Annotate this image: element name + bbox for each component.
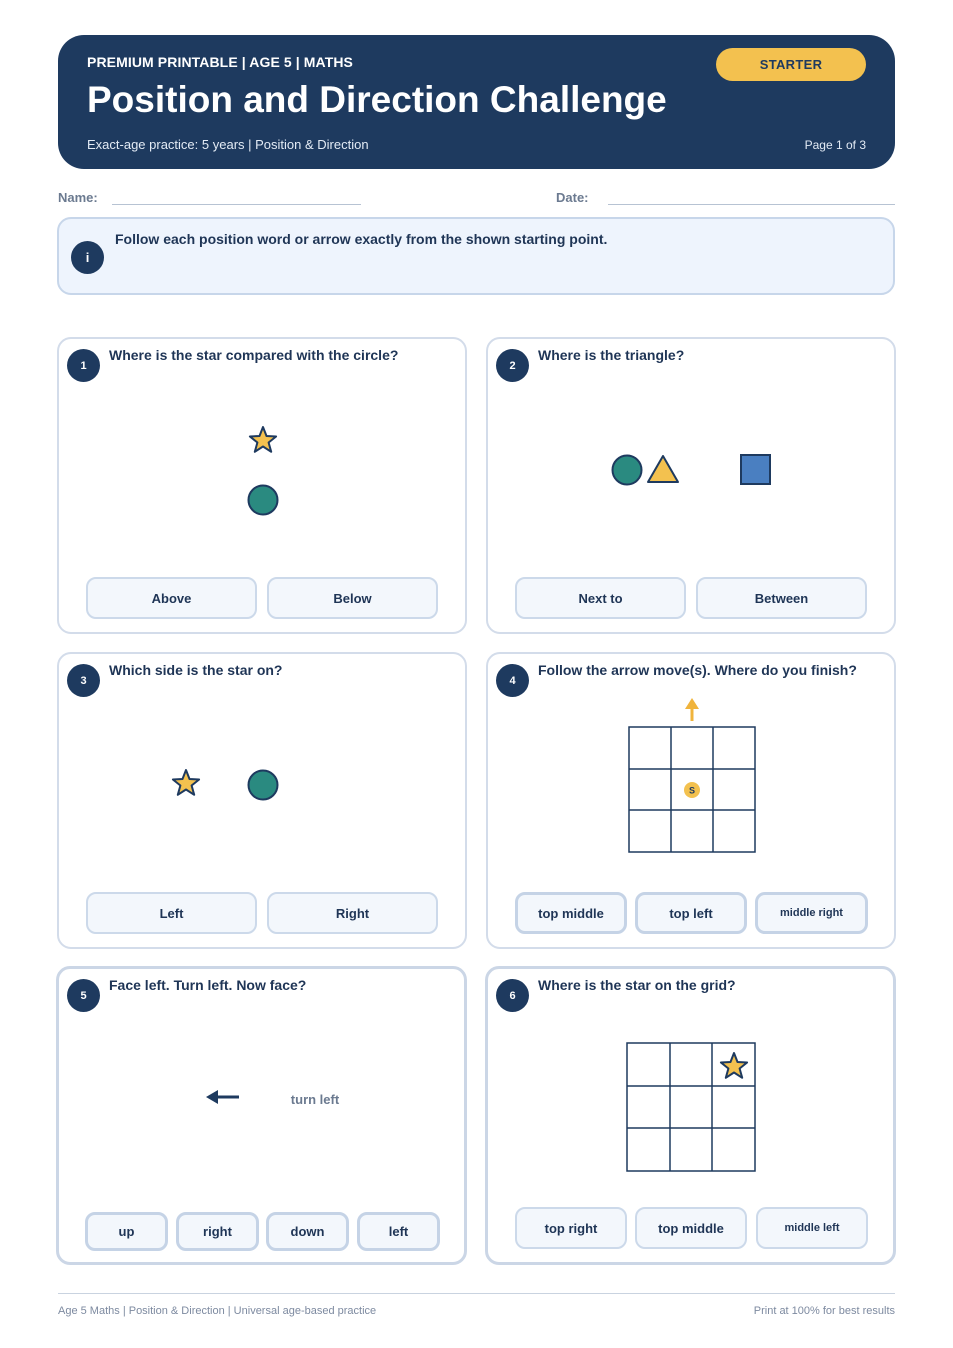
question-number: 6 — [496, 979, 529, 1012]
question-number: 2 — [496, 349, 529, 382]
star-shape — [250, 427, 276, 452]
instruction-box — [57, 217, 895, 295]
star-shape — [721, 1053, 747, 1078]
question-card-1 — [57, 337, 467, 634]
turn-instruction: turn left — [290, 1092, 340, 1107]
footer-left: Age 5 Maths | Position & Direction | Universal age-based practice — [58, 1305, 377, 1317]
question-number: 5 — [67, 979, 100, 1012]
question-text: Which side is the star on? — [109, 662, 283, 678]
answer-option-down[interactable]: down — [266, 1212, 349, 1251]
name-field[interactable] — [112, 204, 361, 205]
page-number: Page 1 of 3 — [804, 138, 866, 152]
answer-option-top-right[interactable]: top right — [515, 1207, 627, 1249]
question-text: Where is the star on the grid? — [538, 977, 736, 993]
answer-option-top-left[interactable]: top left — [635, 892, 747, 934]
answer-option-next-to[interactable]: Next to — [515, 577, 686, 619]
info-icon: i — [71, 241, 104, 274]
answer-option-below[interactable]: Below — [267, 577, 438, 619]
worksheet-header — [58, 35, 895, 169]
answer-option-right[interactable]: Right — [267, 892, 438, 934]
header-subtitle: Exact-age practice: 5 years | Position & Direction — [87, 137, 369, 152]
question-text: Where is the star compared with the circle? — [109, 347, 399, 363]
question-text: Face left. Turn left. Now face? — [109, 977, 307, 993]
arrow-left-icon — [206, 1090, 239, 1104]
question-text: Follow the arrow move(s). Where do you finish? — [538, 662, 857, 678]
name-label: Name: — [58, 190, 98, 205]
circle-shape — [249, 771, 278, 800]
question-card-6 — [485, 966, 896, 1265]
arrow-up-icon — [685, 698, 699, 721]
answer-option-between[interactable]: Between — [696, 577, 867, 619]
question-card-3 — [57, 652, 467, 949]
date-label: Date: — [556, 190, 589, 205]
circle-shape — [249, 486, 278, 515]
question-text: Where is the triangle? — [538, 347, 685, 363]
question-number: 3 — [67, 664, 100, 697]
answer-option-right[interactable]: right — [176, 1212, 259, 1251]
answer-option-top-middle[interactable]: top middle — [635, 1207, 747, 1249]
answer-option-middle-right[interactable]: middle right — [755, 892, 868, 934]
answer-option-up[interactable]: up — [85, 1212, 168, 1251]
question-card-5 — [56, 966, 467, 1265]
question-card-2 — [486, 337, 896, 634]
answer-option-left[interactable]: Left — [86, 892, 257, 934]
answer-option-left[interactable]: left — [357, 1212, 440, 1251]
triangle-shape — [648, 456, 678, 482]
star-shape — [173, 770, 199, 795]
question-number: 1 — [67, 349, 100, 382]
date-field[interactable] — [608, 204, 895, 205]
footer-right: Print at 100% for best results — [753, 1305, 895, 1317]
level-badge: STARTER — [716, 48, 866, 81]
square-shape — [741, 455, 770, 484]
question-card-4 — [486, 652, 896, 949]
start-marker-label: S — [688, 785, 696, 796]
answer-option-top-middle[interactable]: top middle — [515, 892, 627, 934]
header-kicker: PREMIUM PRINTABLE | AGE 5 | MATHS — [87, 54, 353, 70]
answer-option-middle-left[interactable]: middle left — [756, 1207, 868, 1249]
footer-divider — [58, 1293, 895, 1294]
page-title: Position and Direction Challenge — [87, 79, 667, 120]
answer-option-above[interactable]: Above — [86, 577, 257, 619]
instruction-text: Follow each position word or arrow exactly from the shown starting point. — [115, 231, 608, 247]
question-number: 4 — [496, 664, 529, 697]
circle-shape — [613, 456, 642, 485]
